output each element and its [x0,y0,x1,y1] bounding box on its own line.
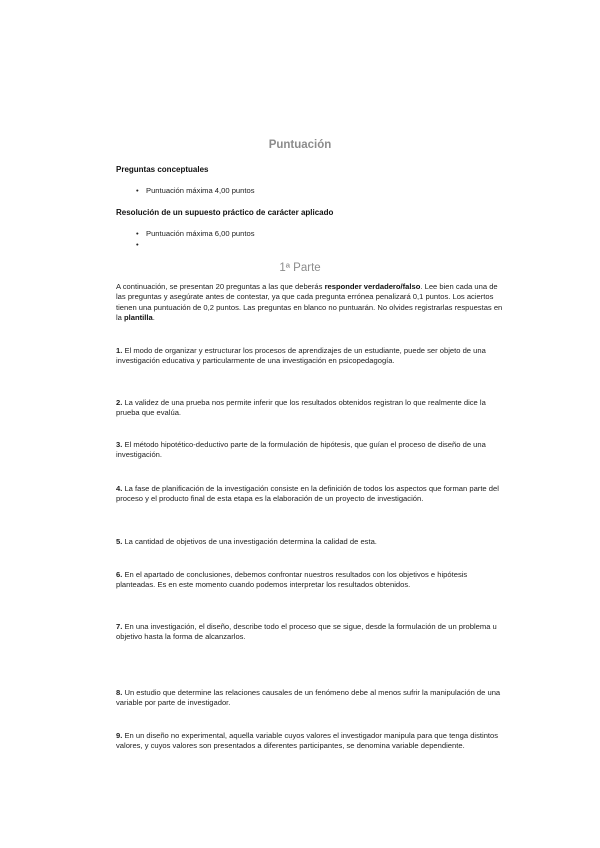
question-number: 2. [116,398,123,407]
question-2 [116,398,508,419]
intro-text-a: A continuación, se presentan 20 preguntas a las que deberás [116,282,325,291]
question-number: 5. [116,537,123,546]
question-text: El método hipotético-deductivo parte de la formulación de hipótesis, que guían el proceso de diseño de una investigación. [116,440,486,460]
section-heading-conceptual: Preguntas conceptuales [116,165,209,174]
question-1 [116,346,508,367]
question-number: 6. [116,570,123,579]
question-text: En un diseño no experimental, aquella variable cuyos valores el investigador manipula para que tenga distintos valores, y cuyos valores son presentados a diferentes participantes, se denomina variable dependiente. [116,731,499,751]
question-text: En una investigación, el diseño, describe todo el proceso que se sigue, desde la formulación de un problema u objetivo hasta la forma de alcanzarlos. [116,622,497,642]
intro-text-e: . [152,313,155,323]
section-heading-practical: Resolución de un supuesto práctico de carácter aplicado [116,208,334,217]
intro-emphasis-template: plantilla [124,313,153,323]
question-9 [116,731,508,752]
question-5 [116,537,508,547]
question-number: 3. [116,440,123,449]
bullet-practical-score: • Puntuación máxima 6,00 puntos [146,229,255,238]
question-number: 4. [116,484,123,493]
question-4 [116,484,508,505]
question-number: 1. [116,346,123,355]
question-number: 8. [116,688,123,697]
question-text: La cantidad de objetivos de una investigación determina la calidad de esta. [122,537,377,546]
question-3 [116,440,508,461]
question-8 [116,688,508,709]
question-7 [116,622,508,643]
intro-emphasis-answer: responder verdadero/falso [324,282,421,291]
question-number: 7. [116,622,123,631]
question-text: La fase de planificación de la investigación consiste en la definición de todos los aspectos que forman parte del proceso y el producto final de esta etapa es la elaboración de un proyecto de investigación. [116,484,499,504]
page-title: Puntuación [268,139,332,151]
question-number: 9. [116,731,123,740]
question-text: La validez de una prueba nos permite inferir que los resultados obtenidos registran lo que realmente dice la prueba que evalúa. [116,398,486,418]
instructions-paragraph [116,282,508,324]
question-text: Un estudio que determine las relaciones causales de un fenómeno debe al menos sufrir la manipulación de una variable por parte de investigador. [116,688,501,708]
question-6 [116,570,508,591]
part-title: 1ª Parte [279,262,321,274]
intro-text-c: . Lee bien cada una de las preguntas y asegúrate antes de contestar, ya que cada pregunta errónea penalizará 0,1 puntos. Los aciertos tienen una puntuación de 0,2 puntos. Las preguntas en blanco no puntuarán. No olvides registrarlas respuestas en la [116,282,503,323]
question-text: El modo de organizar y estructurar los procesos de aprendizajes de un estudiante, puede ser objeto de una investigación educativa y particularmente de una investigación en psicopedagogía. [116,346,486,366]
question-text: En el apartado de conclusiones, debemos confrontar nuestros resultados con los objetivos e hipótesis planteadas. Es en este momento cuando podemos interpretar los resultados obtenidos. [116,570,468,590]
bullet-conceptual-score: • Puntuación máxima 4,00 puntos [146,186,255,195]
